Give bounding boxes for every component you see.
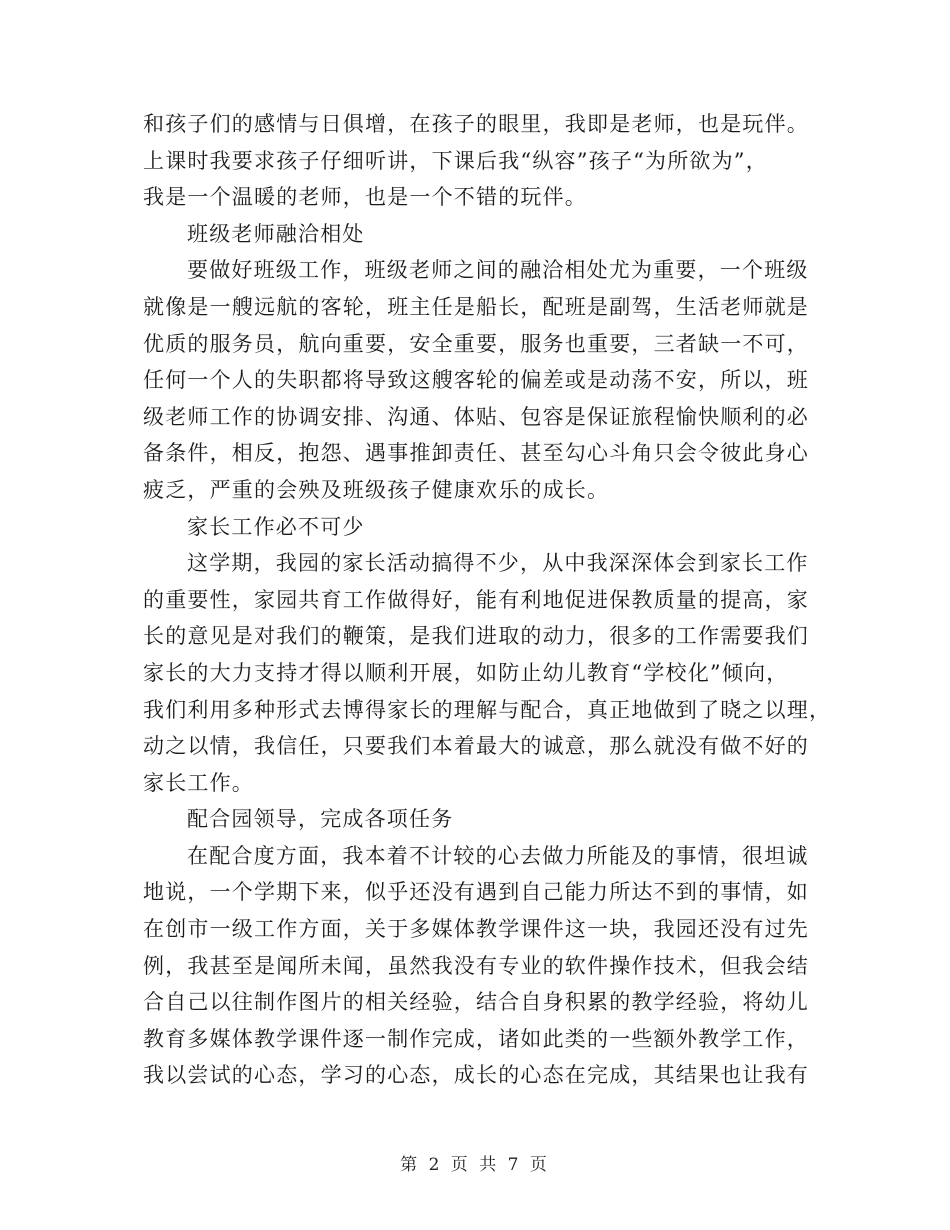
paragraph-start-line: 要做好班级工作，班级老师之间的融洽相处尤为重要，一个班级 xyxy=(187,258,809,283)
text-line: 备条件，相反，抱怨、遇事推卸责任、甚至勾心斗角只会令彼此身心 xyxy=(143,441,809,466)
paragraph-start-line: 班级老师融洽相处 xyxy=(187,221,365,246)
text-line: 地说，一个学期下来，似乎还没有遇到自己能力所达不到的事情，如 xyxy=(143,880,809,905)
text-line: 动之以情，我信任，只要我们本着最大的诚意，那么就没有做不好的 xyxy=(143,734,809,759)
text-line: 我们利用多种形式去博得家长的理解与配合，真正地做到了晓之以理， xyxy=(143,697,832,722)
text-line: 和孩子们的感情与日俱增，在孩子的眼里，我即是老师，也是玩伴。 xyxy=(143,112,809,136)
text-line: 上课时我要求孩子仔细听讲，下课后我“纵容”孩子“为所欲为”， xyxy=(143,148,768,173)
text-line: 长的意见是对我们的鞭策，是我们进取的动力，很多的工作需要我们 xyxy=(143,624,809,649)
text-line: 教育多媒体教学课件逐一制作完成，诸如此类的一些额外教学工作， xyxy=(143,1026,809,1051)
text-line: 我是一个温暖的老师，也是一个不错的玩伴。 xyxy=(143,185,587,210)
text-line: 家长工作。 xyxy=(143,770,254,795)
paragraph-start-line: 家长工作必不可少 xyxy=(187,514,365,539)
text-line: 级老师工作的协调安排、沟通、体贴、包容是保证旅程愉快顺利的必 xyxy=(143,404,809,429)
text-line: 例，我甚至是闻所未闻，虽然我没有专业的软件操作技术，但我会结 xyxy=(143,953,809,978)
text-line: 疲乏，严重的会殃及班级孩子健康欢乐的成长。 xyxy=(143,477,610,502)
text-line: 优质的服务员，航向重要，安全重要，服务也重要，三者缺一不可， xyxy=(143,331,809,356)
text-line: 的重要性，家园共育工作做得好，能有利地促进保教质量的提高，家 xyxy=(143,587,809,612)
paragraph-start-line: 这学期，我园的家长活动搞得不少，从中我深深体会到家长工作 xyxy=(187,551,809,576)
text-line: 在创市一级工作方面，关于多媒体教学课件这一块，我园还没有过先 xyxy=(143,917,809,942)
paragraph-start-line: 在配合度方面，我本着不计较的心去做力所能及的事情，很坦诚 xyxy=(187,843,809,868)
document-body xyxy=(143,106,832,1094)
text-line: 我以尝试的心态，学习的心态，成长的心态在完成，其结果也让我有 xyxy=(143,1063,809,1088)
paragraph-start-line: 配合园领导，完成各项任务 xyxy=(187,807,454,832)
text-line: 就像是一艘远航的客轮，班主任是船长，配班是副驾，生活老师就是 xyxy=(143,294,809,319)
text-line: 合自己以往制作图片的相关经验，结合自身积累的教学经验，将幼儿 xyxy=(143,990,809,1015)
text-line: 家长的大力支持才得以顺利开展，如防止幼儿教育“学校化”倾向， xyxy=(143,660,789,685)
page-number-footer: 第 2 页 共 7 页 xyxy=(400,1155,550,1175)
text-line: 任何一个人的失职都将导致这艘客轮的偏差或是动荡不安，所以，班 xyxy=(143,368,809,393)
